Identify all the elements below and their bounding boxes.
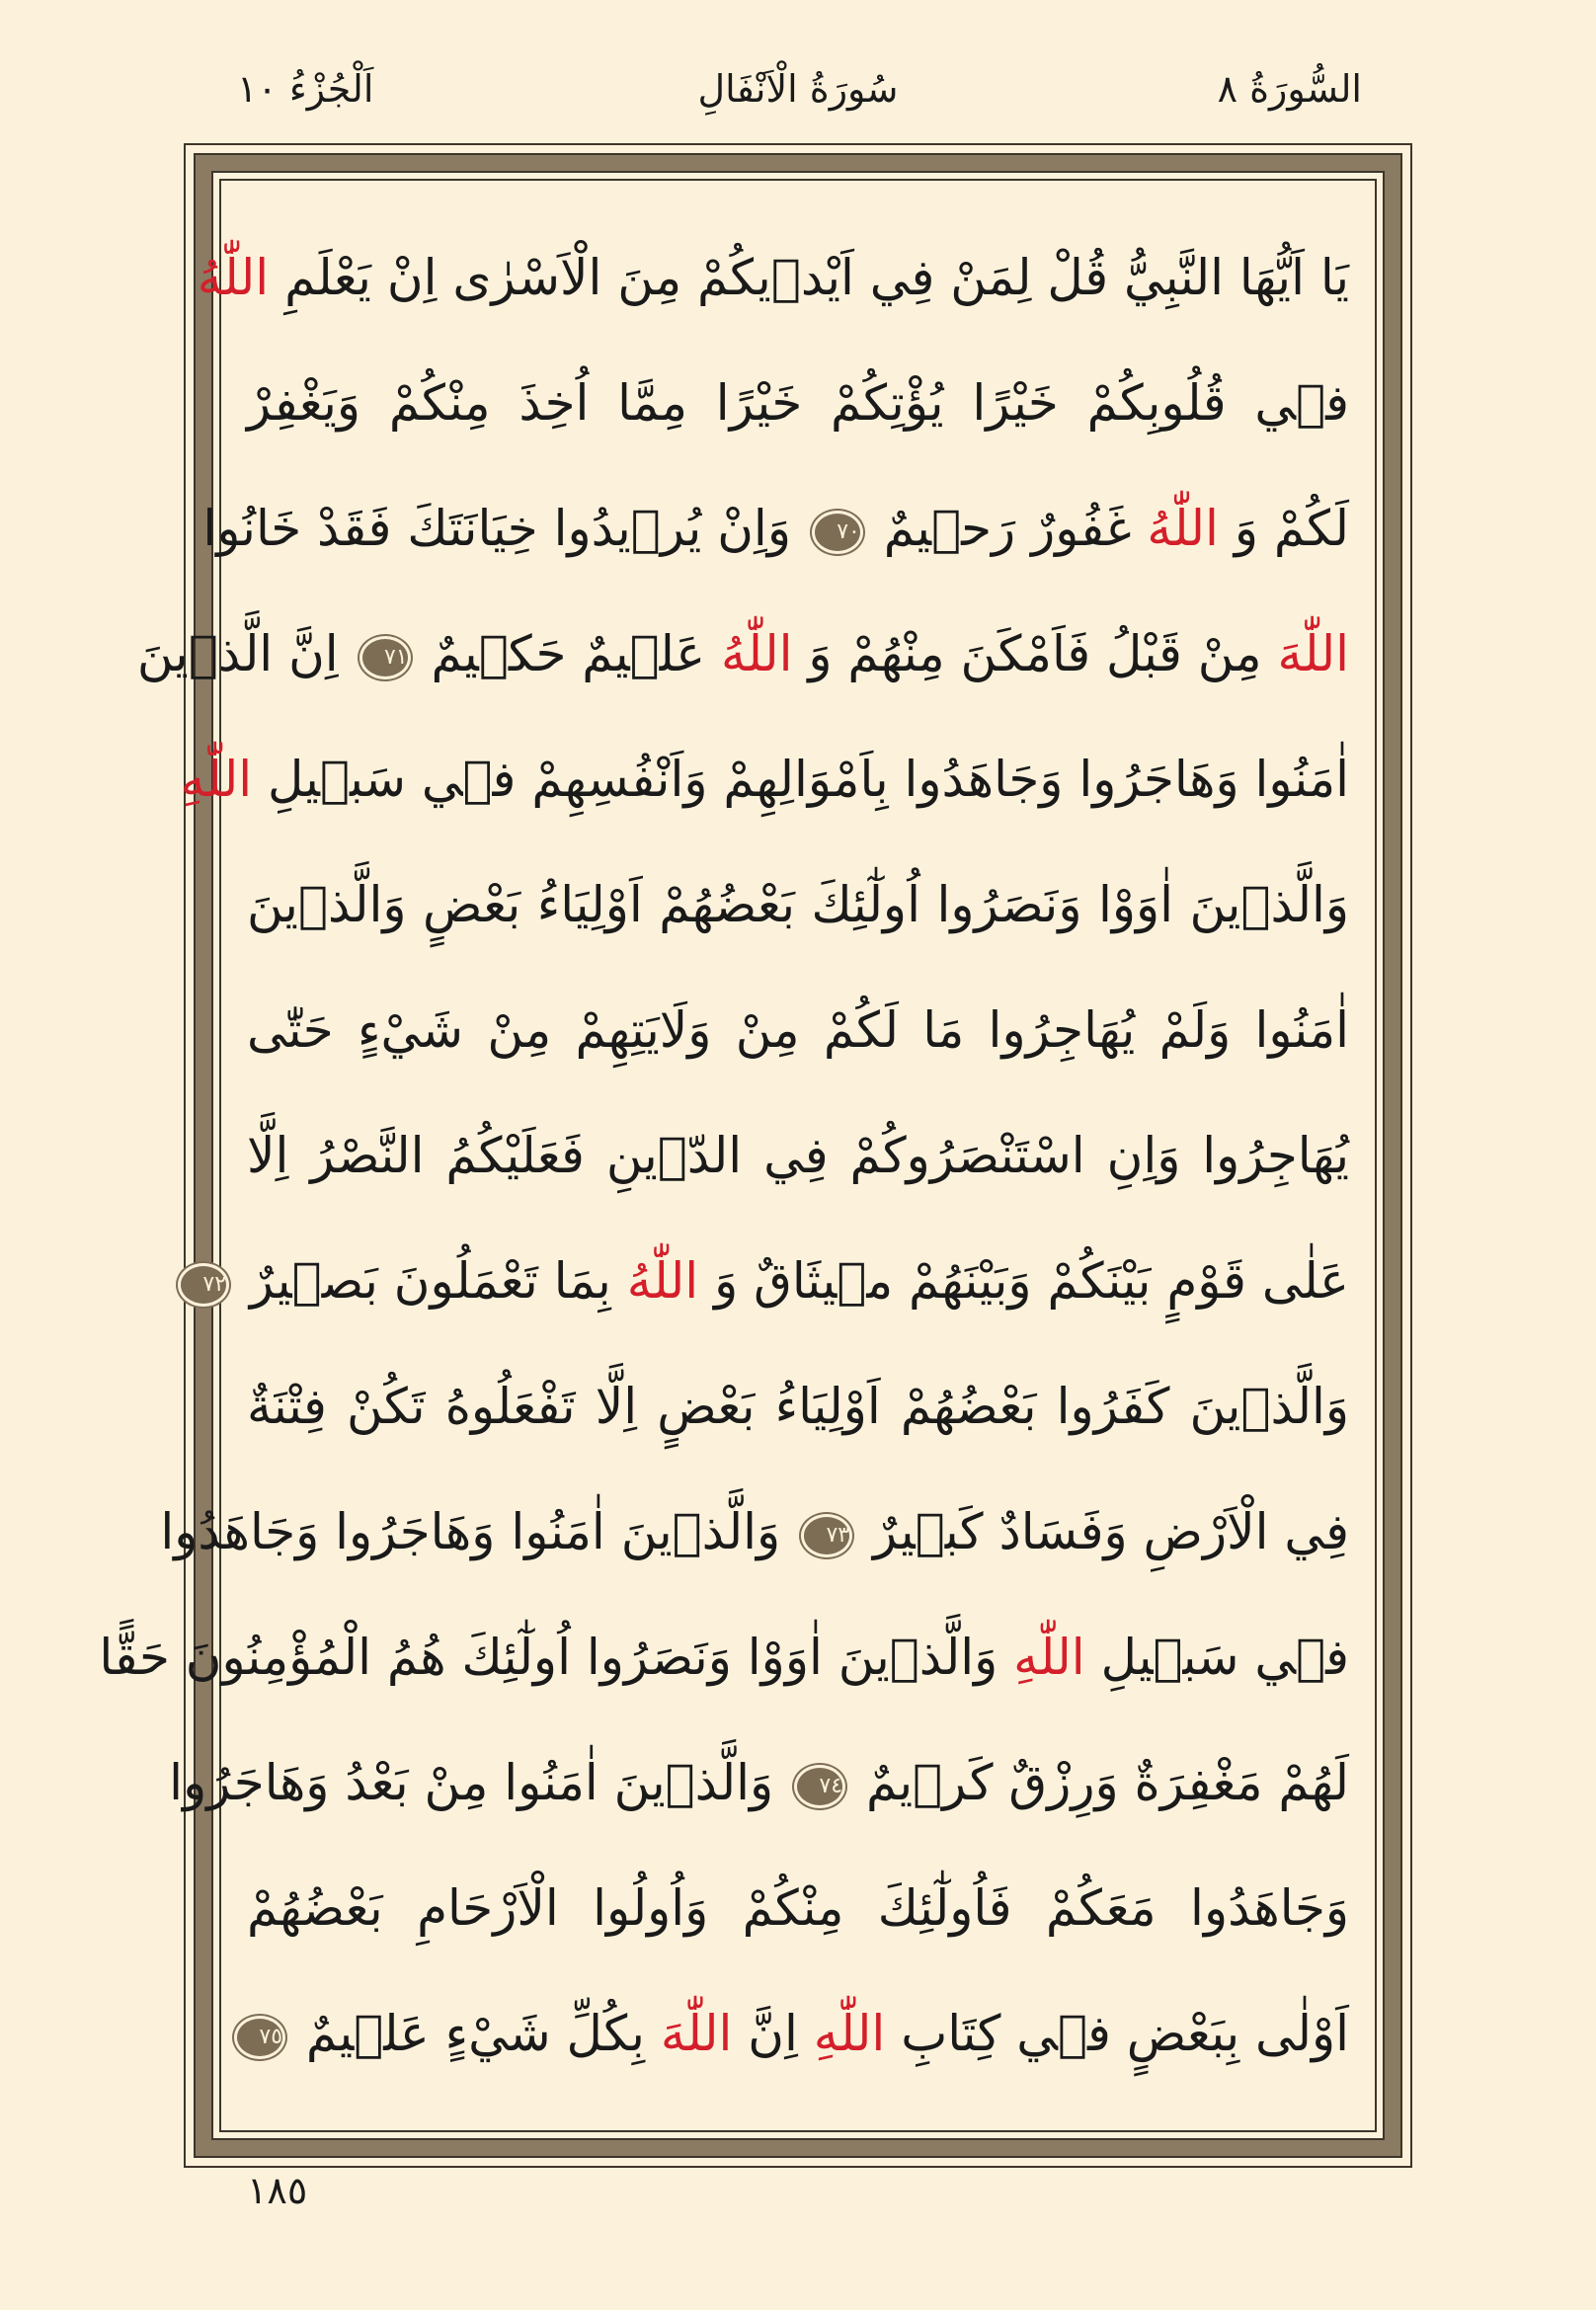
divine-name: اللّٰهَ (1277, 625, 1349, 682)
surah-number: السُّورَةُ ٨ (1217, 67, 1362, 111)
divine-name: اللّٰهَ (660, 2005, 733, 2062)
verse-text: اٰمَنُوا وَهَاجَرُوا وَجَاهَدُوا بِاَمْوَالِهِمْ وَاَنْفُسِهِمْ فٖي سَبٖيلِ (268, 751, 1349, 808)
verse-line (247, 1971, 1349, 2097)
verse-text: وَالَّذٖينَ اٰوَوْا وَنَصَرُوا اُولٰٓئِكَ بَعْضُهُمْ اَوْلِيَاءُ بَعْضٍ وَالَّذٖينَ (247, 876, 1349, 933)
verse-text: اَوْلٰى بِبَعْضٍ فٖي كِتَابِ (901, 2005, 1349, 2062)
surah-name: سُورَةُ الْاَنْفَالِ (697, 67, 899, 111)
verse-line (99, 1595, 1349, 1720)
verse-line (160, 1470, 1349, 1595)
verse-text: وَالَّذٖينَ اٰمَنُوا وَهَاجَرُوا وَجَاهَدُوا (160, 1503, 781, 1560)
verse-text: يَا اَيُّهَا النَّبِيُّ قُلْ لِمَنْ فِي اَيْدٖيكُمْ مِنَ الْاَسْرٰى اِنْ يَعْلَمِ (284, 249, 1349, 306)
verse-text: اِنَّ الَّذٖينَ (136, 625, 339, 682)
verse-text: وَاِنْ يُرٖيدُوا خِيَانَتَكَ فَقَدْ خَانُوا (202, 500, 791, 557)
verse-text: اِنَّ (748, 2005, 798, 2062)
verse-text-area (99, 215, 1349, 2098)
divine-name: اللّٰهُ (720, 625, 793, 682)
verse-text: اٰمَنُوا وَلَمْ يُهَاجِرُوا مَا لَكُمْ مِنْ وَلَايَتِهِمْ مِنْ شَيْءٍ حَتّٰى (247, 1001, 1349, 1059)
ayah-number-marker: ٧١ (362, 639, 408, 677)
verse-text: فٖي قُلُوبِكُمْ خَيْرًا يُؤْتِكُمْ خَيْرًا مِمَّا اُخِذَ مِنْكُمْ وَيَغْفِرْ (247, 374, 1349, 432)
verse-line (247, 1344, 1349, 1470)
verse-line (180, 717, 1349, 842)
verse-line (202, 1219, 1349, 1344)
divine-name: اللّٰهُ (626, 1252, 699, 1310)
verse-line (247, 1846, 1349, 1971)
verse-text: بِكُلِّ شَيْءٍ عَلٖيمٌ (305, 2005, 645, 2062)
verse-text: لَكُمْ وَ (1234, 500, 1349, 557)
verse-text: عَلٖيمٌ حَكٖيمٌ (431, 625, 706, 682)
verse-text: فٖي سَبٖيلِ (1100, 1629, 1349, 1686)
page-header (0, 57, 1596, 136)
divine-name: اللّٰهُ (197, 249, 270, 306)
ayah-number-marker: ٧٣ (804, 1517, 849, 1554)
verse-text: بِمَا تَعْمَلُونَ بَصٖيرٌ (249, 1252, 611, 1310)
ayah-number-marker: ٧٢ (181, 1266, 226, 1304)
verse-line (202, 466, 1349, 592)
verse-text: عَلٰى قَوْمٍ بَيْنَكُمْ وَبَيْنَهُمْ مٖيثَاقٌ وَ (714, 1252, 1349, 1310)
verse-text: وَجَاهَدُوا مَعَكُمْ فَاُولٰٓئِكَ مِنْكُمْ وَاُولُوا الْاَرْحَامِ بَعْضُهُمْ (247, 1879, 1349, 1937)
verse-text: وَالَّذٖينَ اٰمَنُوا مِنْ بَعْدُ وَهَاجَرُوا (169, 1754, 774, 1811)
divine-name: اللّٰهُ (1147, 500, 1219, 557)
verse-text: لَهُمْ مَغْفِرَةٌ وَرِزْقٌ كَرٖيمٌ (865, 1754, 1349, 1811)
verse-line (136, 592, 1349, 717)
verse-text: وَالَّذٖينَ اٰوَوْا وَنَصَرُوا اُولٰٓئِكَ هُمُ الْمُؤْمِنُونَ حَقًّا (99, 1629, 998, 1686)
verse-text: مِنْ قَبْلُ فَاَمْكَنَ مِنْهُمْ وَ (808, 625, 1262, 682)
verse-line (247, 1093, 1349, 1219)
verse-text: يُهَاجِرُوا وَاِنِ اسْتَنْصَرُوكُمْ فِي الدّٖينِ فَعَلَيْكُمُ النَّصْرُ اِلَّا (247, 1127, 1349, 1184)
verse-text: غَفُورٌ رَحٖيمٌ (883, 500, 1132, 557)
verse-text: فِي الْاَرْضِ وَفَسَادٌ كَبٖيرٌ (873, 1503, 1349, 1560)
juz-label: اَلْجُزْءُ ١٠ (237, 67, 374, 111)
divine-name: اللّٰهِ (1013, 1629, 1085, 1686)
ayah-number-marker: ٧٠ (815, 514, 860, 551)
ayah-number-marker: ٧٤ (797, 1768, 842, 1805)
verse-line (197, 215, 1349, 341)
verse-text: وَالَّذٖينَ كَفَرُوا بَعْضُهُمْ اَوْلِيَاءُ بَعْضٍ اِلَّا تَفْعَلُوهُ تَكُنْ فِتْنَةٌ (247, 1378, 1349, 1435)
ayah-number-marker: ٧٥ (237, 2019, 282, 2056)
verse-line (247, 842, 1349, 968)
page-number: ١٨٥ (247, 2169, 308, 2212)
divine-name: اللّٰهِ (180, 751, 253, 808)
verse-line (169, 1720, 1349, 1846)
verse-line (247, 341, 1349, 466)
divine-name: اللّٰهِ (813, 2005, 886, 2062)
verse-line (247, 968, 1349, 1093)
